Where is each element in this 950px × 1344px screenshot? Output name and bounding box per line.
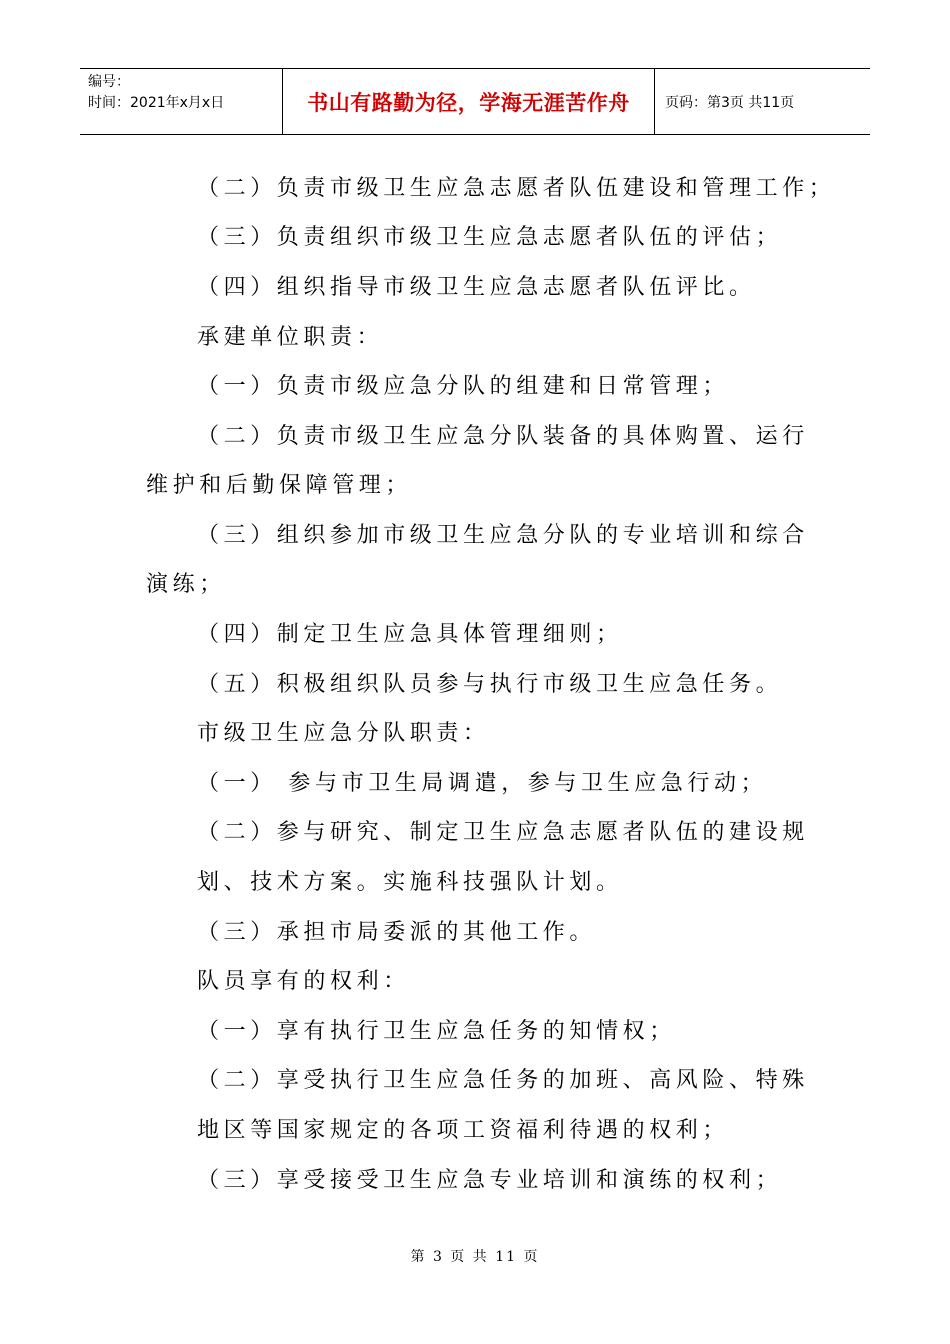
paragraph-line: （二）享受执行卫生应急任务的加班、高风险、特殊 [197,1068,809,1093]
header-meta [80,69,282,134]
section-heading: 队员享有的权利： [197,969,410,994]
section-heading: 市级卫生应急分队职责： [197,721,490,746]
paragraph-line: （一）享有执行卫生应急任务的知情权； [197,1019,676,1044]
time-label: 时间：2021年x月x日 [88,95,225,111]
page-header [80,68,870,135]
paragraph-line: （一）负责市级应急分队的组建和日常管理； [197,374,730,399]
page-footer: 第 3 页 共 11 页 [410,1249,540,1265]
paragraph-line: （二）负责市级卫生应急分队装备的具体购置、运行 [197,424,809,449]
header-page-info [655,69,870,134]
motto-text: 书山有路勤为径，学海无涯苦作舟 [307,90,630,115]
paragraph-line: （四）制定卫生应急具体管理细则； [197,622,623,647]
paragraph-line: 演练； [146,572,226,597]
paragraph-line: （一） 参与市卫生局调遣，参与卫生应急行动； [197,771,768,796]
paragraph-line: 维护和后勤保障管理； [146,473,413,498]
paragraph-line: （二）参与研究、制定卫生应急志愿者队伍的建设规 [197,820,809,845]
paragraph-line: （三）组织参加市级卫生应急分队的专业培训和综合 [197,523,809,548]
paragraph-line: （三）负责组织市级卫生应急志愿者队伍的评估； [197,225,783,250]
paragraph-line: （二）负责市级卫生应急志愿者队伍建设和管理工作； [197,176,836,201]
paragraph-line: （三）享受接受卫生应急专业培训和演练的权利； [197,1168,783,1193]
header-motto-cell [282,69,655,134]
page-info-text: 页码：第3页 共11页 [665,94,795,111]
section-heading: 承建单位职责： [197,325,384,350]
paragraph-line: （五）积极组织队员参与执行市级卫生应急任务。 [197,672,783,697]
paragraph-line: 地区等国家规定的各项工资福利待遇的权利； [197,1118,730,1143]
paragraph-line: 划、技术方案。实施科技强队计划。 [197,870,623,895]
paragraph-line: （三）承担市局委派的其他工作。 [197,920,597,945]
paragraph-line: （四）组织指导市级卫生应急志愿者队伍评比。 [197,275,756,300]
number-label: 编号： [88,74,130,90]
